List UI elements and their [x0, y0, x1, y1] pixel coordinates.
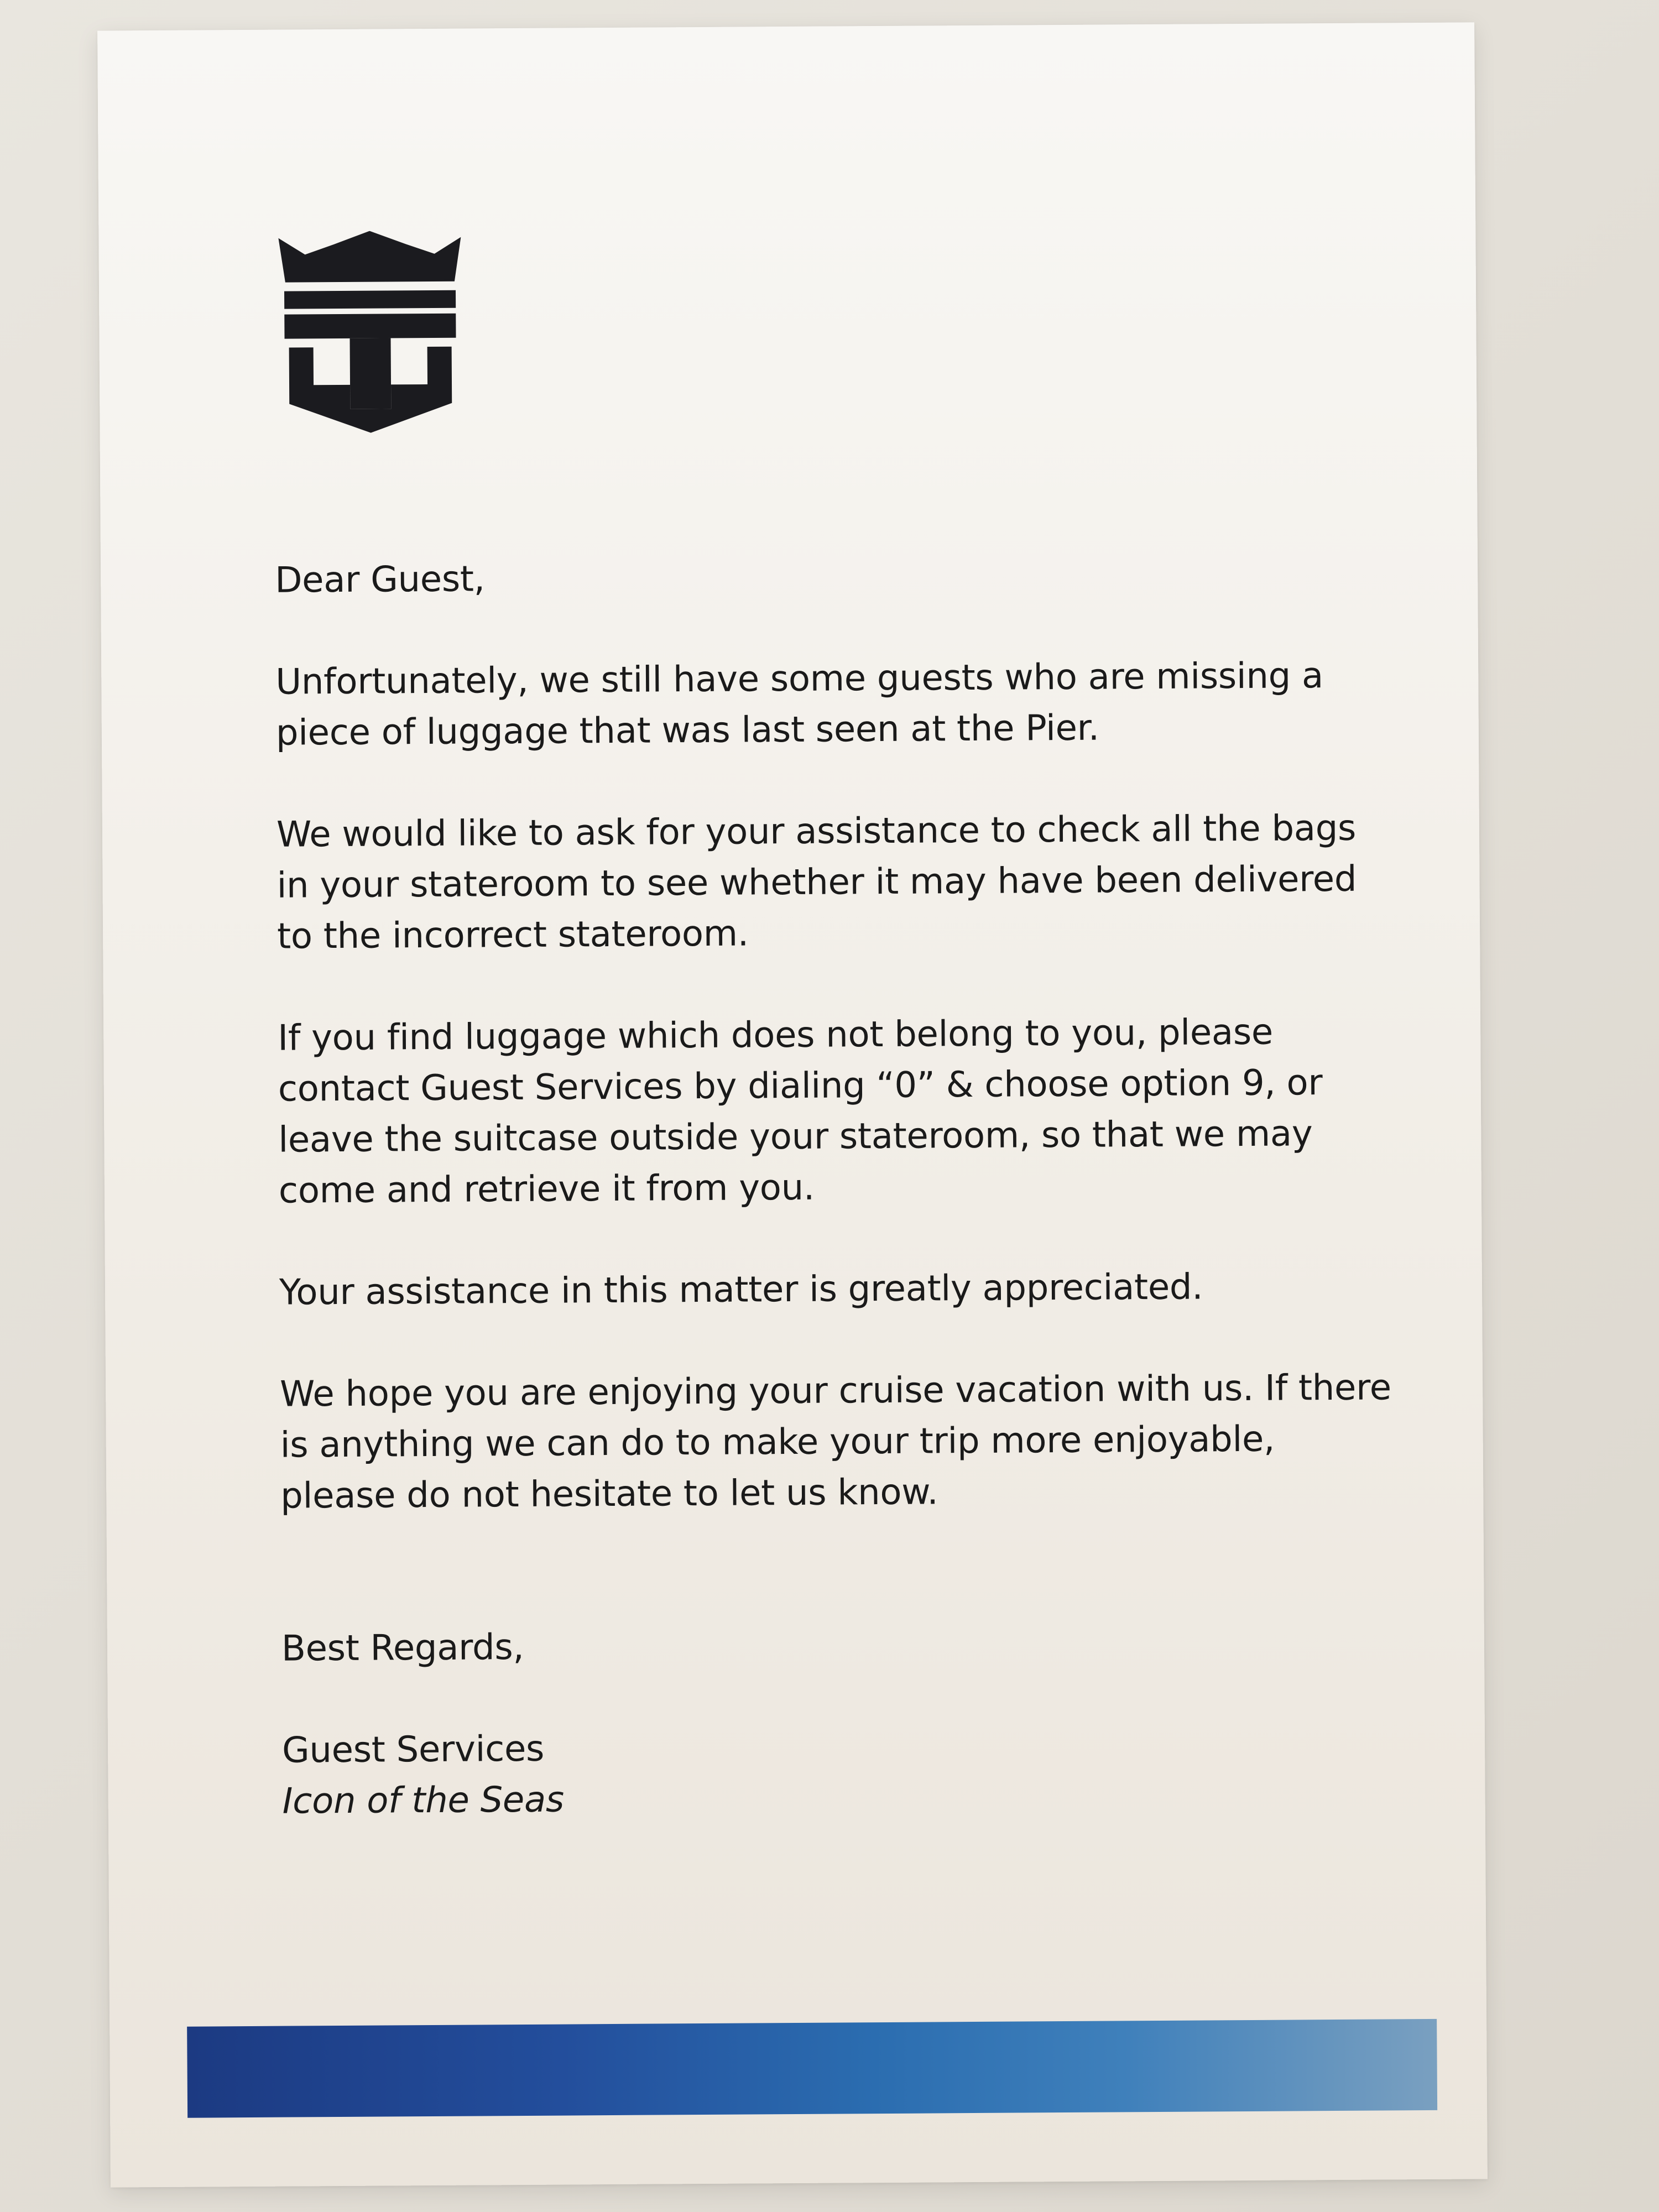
paragraph-check-bags: We would like to ask for your assistance to check all the bags in your stateroom to see whether it may have been delivered to the incorrect stateroom.: [276, 807, 1357, 957]
letter-body: [275, 548, 1400, 1827]
crown-anchor-icon: [278, 231, 462, 434]
paragraph-contact-instructions: If you find luggage which does not belong to you, please contact Guest Services by dialing “0” & choose option 9, or leave the suitcase outside your stateroom, so that we may come and retrieve it from you.: [278, 1011, 1323, 1212]
signature-department: Guest Services: [281, 1728, 545, 1771]
letter-page: [97, 22, 1488, 2187]
paragraph-missing-luggage: Unfortunately, we still have some guests who are missing a piece of luggage that was last seen at the Pier.: [275, 655, 1324, 754]
closing: Best Regards,: [281, 1626, 524, 1670]
paragraph-enjoy-cruise: We hope you are enjoying your cruise vacation with us. If there is anything we can do to make your trip more enjoyable, please do not hesitate to let us know.: [279, 1367, 1392, 1517]
salutation: Dear Guest,: [274, 559, 485, 601]
footer-gradient-bar: [187, 2019, 1437, 2118]
signature-ship: Icon of the Seas: [282, 1779, 565, 1822]
paragraph-appreciation: Your assistance in this matter is greatly appreciated.: [279, 1266, 1203, 1313]
